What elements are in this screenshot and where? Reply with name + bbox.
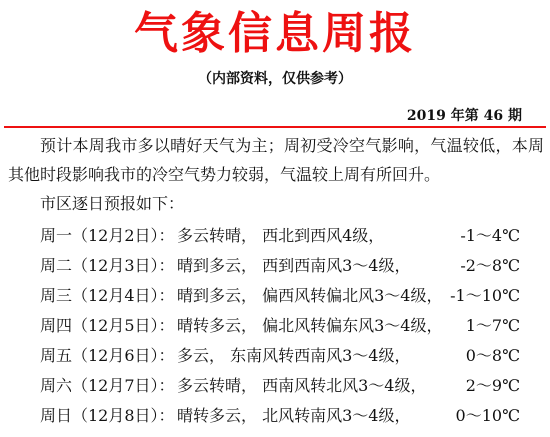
forecast-condition: 晴到多云， 西到西南风3～4级， [177, 256, 411, 275]
forecast-temperature: -2～8℃ [460, 256, 520, 275]
forecast-condition: 晴转多云， 偏北风转偏东风3～4级， [177, 316, 443, 335]
forecast-condition: 晴到多云， 偏西风转偏北风3～4级， [177, 286, 443, 305]
forecast-condition: 晴转多云， 北风转南风3～4级， [177, 406, 411, 425]
forecast-condition: 多云转晴， 西北到西风4级， [177, 226, 385, 245]
forecast-temperature: -1～10℃ [450, 286, 520, 305]
forecast-row-saturday [0, 372, 550, 402]
forecast-condition: 多云， 东南风转西南风3～4级， [177, 346, 411, 365]
forecast-row-sunday [0, 402, 550, 432]
forecast-day: 周日（12月8日）： [40, 406, 175, 425]
forecast-row-monday [0, 222, 550, 252]
forecast-temperature: 0～8℃ [465, 346, 520, 365]
forecast-day: 周六（12月7日）： [40, 376, 175, 395]
forecast-day: 周五（12月6日）： [40, 346, 175, 365]
intro-paragraph: 预计本周我市多以晴好天气为主；周初受冷空气影响，气温较低，本周其他时段影响我市的冷空气势力较弱，气温较上周有所回升。 [8, 136, 544, 184]
forecast-row-wednesday [0, 282, 550, 312]
bulletin-subtitle: （内部资料，仅供参考） [198, 71, 352, 87]
forecast-condition: 多云转晴， 西南风转北风3～4级， [177, 376, 427, 395]
header-divider [4, 126, 546, 128]
forecast-day: 周四（12月5日）： [40, 316, 175, 335]
forecast-day: 周三（12月4日）： [40, 286, 175, 305]
forecast-heading: 市区逐日预报如下： [40, 194, 185, 213]
forecast-temperature: 2～9℃ [465, 376, 520, 395]
forecast-row-friday [0, 342, 550, 372]
forecast-day: 周一（12月2日）： [40, 226, 175, 245]
forecast-temperature: -1～4℃ [460, 226, 520, 245]
forecast-temperature: 1～7℃ [465, 316, 520, 335]
issue-number: 2019 年第 46 期 [406, 108, 522, 124]
forecast-row-tuesday [0, 252, 550, 282]
forecast-day: 周二（12月3日）： [40, 256, 175, 275]
daily-forecast-list [0, 222, 550, 432]
forecast-row-thursday [0, 312, 550, 342]
forecast-temperature: 0～10℃ [455, 406, 520, 425]
bulletin-title: 气象信息周报 [134, 8, 416, 59]
